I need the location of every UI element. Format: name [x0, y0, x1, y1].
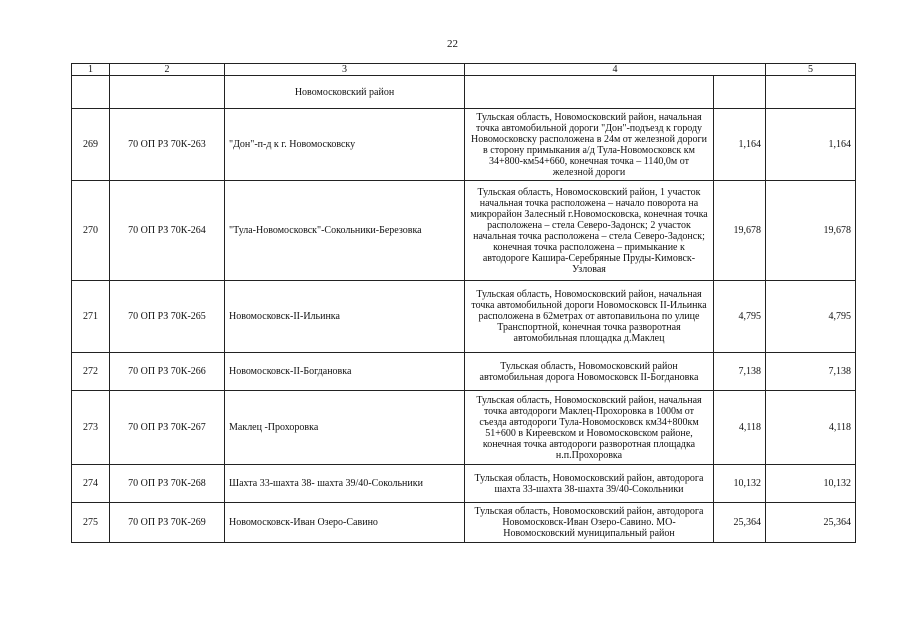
road-description: Тульская область, Новомосковский район, автодорога шахта 33-шахта 38-шахта 39/40-Сокольники — [465, 465, 714, 503]
road-length-total: 25,364 — [766, 503, 856, 543]
road-name: "Тула-Новомосковск"-Сокольники-Березовка — [225, 181, 465, 281]
column-header: 3 — [225, 64, 465, 76]
table-row — [72, 281, 856, 353]
road-length-total: 4,795 — [766, 281, 856, 353]
road-length: 19,678 — [714, 181, 766, 281]
road-length-total: 10,132 — [766, 465, 856, 503]
road-name: Шахта 33-шахта 38- шахта 39/40-Сокольники — [225, 465, 465, 503]
row-number: 273 — [72, 391, 110, 465]
table-row — [72, 353, 856, 391]
road-name: "Дон"-п-д к г. Новомосковску — [225, 109, 465, 181]
road-length-total: 7,138 — [766, 353, 856, 391]
road-length: 4,118 — [714, 391, 766, 465]
road-length-total: 1,164 — [766, 109, 856, 181]
column-number-row — [72, 64, 856, 76]
road-code: 70 ОП РЗ 70К-267 — [110, 391, 225, 465]
column-header: 1 — [72, 64, 110, 76]
row-number: 272 — [72, 353, 110, 391]
road-length: 25,364 — [714, 503, 766, 543]
district-title: Новомосковский район — [225, 76, 465, 109]
road-description: Тульская область, Новомосковский район, начальная точка автомобильной дороги "Дон"-подъезд к городу Новомосковску расположена в 24м от железной дороги в сторону примыкания а/д Тула-Новомосковск км 34+800-км54+660, конечная точка – 1140,0м от железной дороги — [465, 109, 714, 181]
column-header: 4 — [465, 64, 766, 76]
row-number: 270 — [72, 181, 110, 281]
road-description: Тульская область, Новомосковский район, 1 участок начальная точка расположена – начало поворота на микрорайон Залесный г.Новомосковска, конечная точка расположена – стела Северо-Задонск; 2 участок начальная точка расположена – стела Северо-Задонск; конечная точка расположена – примыкание к автодороге Кашира-Серебряные Пруды-Кимовск-Узловая — [465, 181, 714, 281]
road-code: 70 ОП РЗ 70К-263 — [110, 109, 225, 181]
column-header: 5 — [766, 64, 856, 76]
table-row — [72, 503, 856, 543]
table-row — [72, 465, 856, 503]
column-header: 2 — [110, 64, 225, 76]
road-length: 10,132 — [714, 465, 766, 503]
road-code: 70 ОП РЗ 70К-264 — [110, 181, 225, 281]
road-description: Тульская область, Новомосковский район автомобильная дорога Новомосковск II-Богдановка — [465, 353, 714, 391]
road-description: Тульская область, Новомосковский район, автодорога Новомосковск-Иван Озеро-Савино. МО-Новомосковский муниципальный район — [465, 503, 714, 543]
row-number: 274 — [72, 465, 110, 503]
road-code: 70 ОП РЗ 70К-266 — [110, 353, 225, 391]
roads-table — [71, 63, 856, 543]
road-name: Новомосковск-Иван Озеро-Савино — [225, 503, 465, 543]
row-number: 275 — [72, 503, 110, 543]
table-row — [72, 391, 856, 465]
road-length: 1,164 — [714, 109, 766, 181]
road-name: Новомосковск-II-Ильинка — [225, 281, 465, 353]
road-code: 70 ОП РЗ 70К-269 — [110, 503, 225, 543]
row-number: 269 — [72, 109, 110, 181]
road-length: 4,795 — [714, 281, 766, 353]
road-length: 7,138 — [714, 353, 766, 391]
table-row — [72, 109, 856, 181]
road-length-total: 19,678 — [766, 181, 856, 281]
district-row — [72, 76, 856, 109]
road-code: 70 ОП РЗ 70К-268 — [110, 465, 225, 503]
road-description: Тульская область, Новомосковский район, начальная точка автомобильной дороги Новомосковск II-Ильинка расположена в 62метрах от автопавильона по улице Транспортной, конечная точка разворотная автомобильная площадка д.Маклец — [465, 281, 714, 353]
row-number: 271 — [72, 281, 110, 353]
road-name: Новомосковск-II-Богдановка — [225, 353, 465, 391]
page-number: 22 — [447, 38, 458, 50]
road-name: Маклец -Прохоровка — [225, 391, 465, 465]
road-description: Тульская область, Новомосковский район, начальная точка автодороги Маклец-Прохоровка в 1000м от съезда автодороги Тула-Новомосковск км34+800км 51+600 в Киреевском и Новомосковском районе, конечная точка автодороги разворотная площадка н.п.Прохоровка — [465, 391, 714, 465]
table-row — [72, 181, 856, 281]
road-length-total: 4,118 — [766, 391, 856, 465]
road-code: 70 ОП РЗ 70К-265 — [110, 281, 225, 353]
